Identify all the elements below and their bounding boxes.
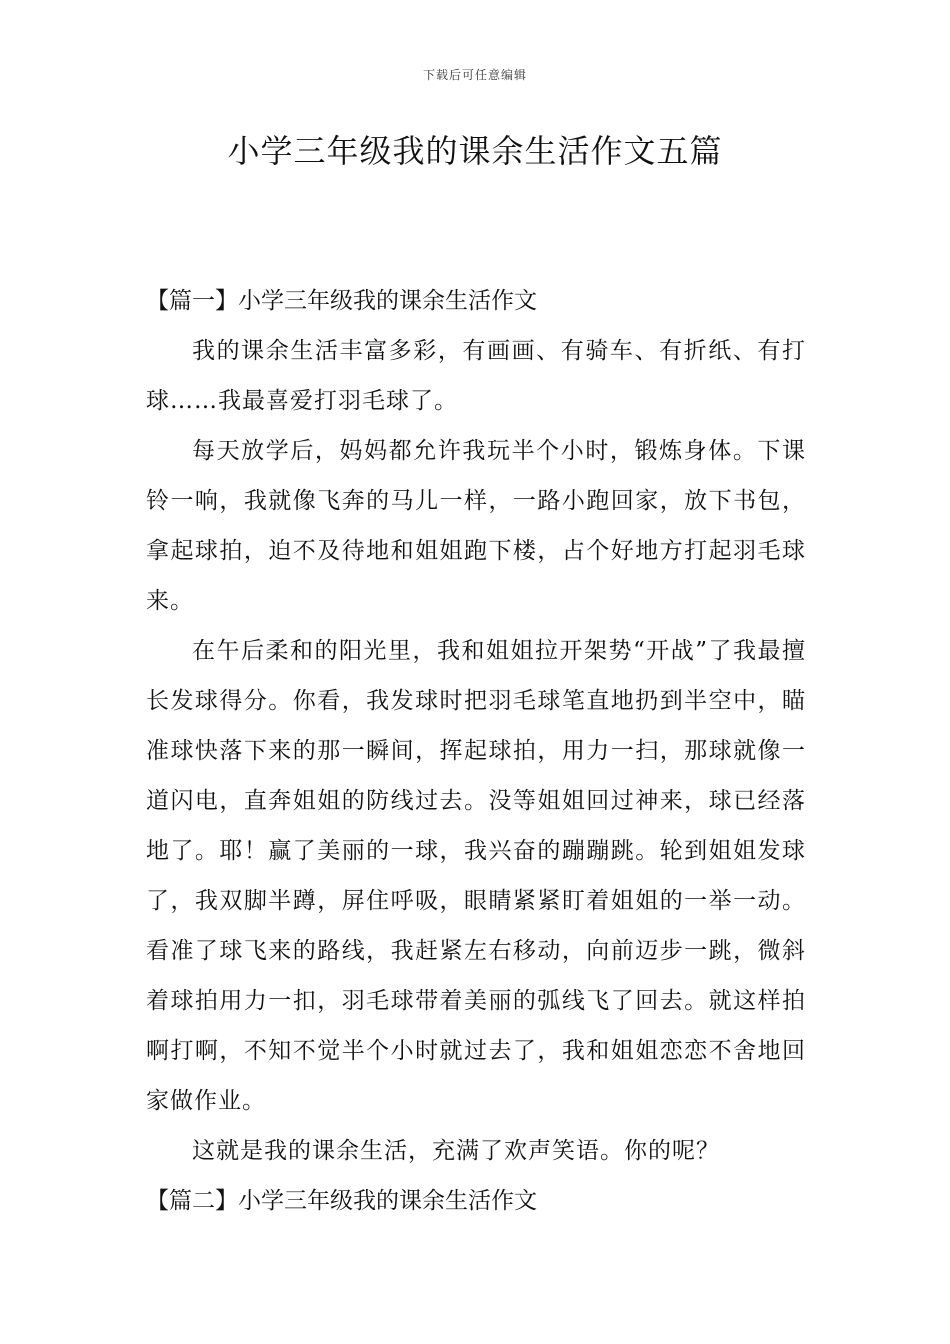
paragraph: 每天放学后，妈妈都允许我玩半个小时，锻炼身体。下课铃一响，我就像飞奔的马儿一样，一路小跑回家，放下书包，拿起球拍，迫不及待地和姐姐跑下楼，占个好地方打起羽毛球来。: [146, 438, 806, 614]
paragraph: 在午后柔和的阳光里，我和姐姐拉开架势“开战”了我最擅长发球得分。你看，我发球时把羽毛球笔直地扔到半空中，瞄准球快落下来的那一瞬间，挥起球拍，用力一扫，那球就像一道闪电，直奔姐姐的防线过去。没等姐姐回过神来，球已经落地了。耶！赢了美丽的一球，我兴奋的蹦蹦跳。轮到姐姐发球了，我双脚半蹲，屏住呼吸，眼睛紧紧盯着姐姐的一举一动。看准了球飞来的路线，我赶紧左右移动，向前迈步一跳，微斜着球拍用力一扣，羽毛球带着美丽的弧线飞了回去。就这样拍啊打啊，不知不觉半个小时就过去了，我和姐姐恋恋不舍地回家做作业。: [146, 638, 806, 1114]
header-note: 下载后可任意编辑: [422, 68, 527, 82]
document-body: [146, 276, 806, 1226]
paragraph: 这就是我的课余生活，充满了欢声笑语。你的呢？: [192, 1138, 720, 1164]
document-title: 小学三年级我的课余生活作文五篇: [227, 132, 723, 170]
section-heading: 【篇一】小学三年级我的课余生活作文: [146, 288, 537, 314]
paragraph: 我的课余生活丰富多彩，有画画、有骑车、有折纸、有打球……我最喜爱打羽毛球了。: [146, 338, 806, 414]
section-1: [146, 276, 806, 1176]
section-heading: 【篇二】小学三年级我的课余生活作文: [146, 1188, 537, 1214]
section-2: [146, 1176, 806, 1226]
